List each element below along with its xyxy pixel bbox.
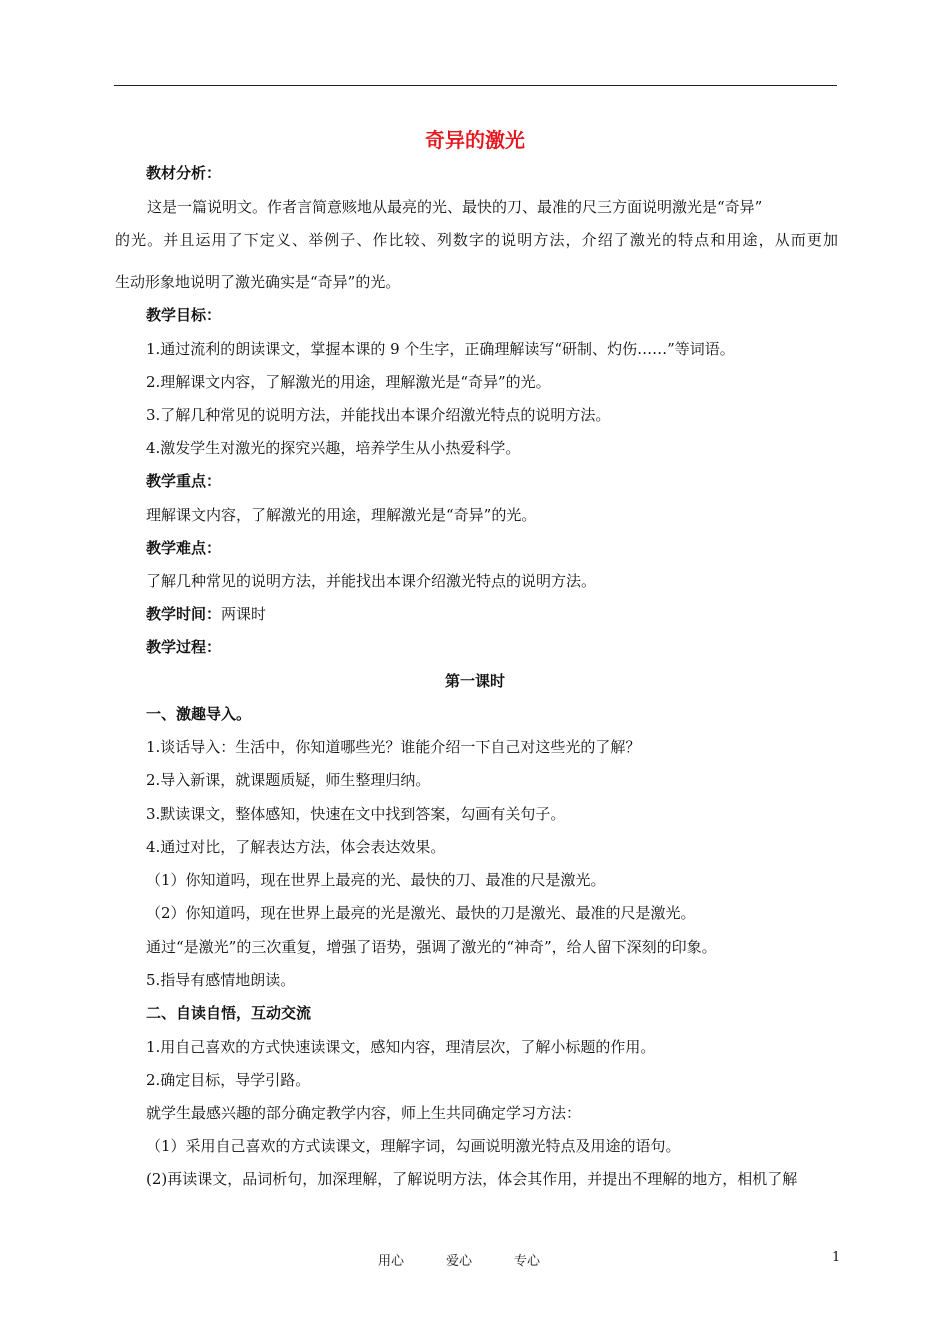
teaching-time-label: 教学时间： [146, 605, 222, 623]
footer-word-1: 用心 [378, 1254, 405, 1269]
part-2-item-2-sub-1: （1）采用自己喜欢的方式读课文，理解字词，勾画说明激光特点及用途的语句。 [146, 1137, 681, 1155]
analysis-line-3: 生动形象地说明了激光确实是“奇异”的光。 [115, 273, 401, 291]
part-2-item-2: 2.确定目标，导学引路。 [146, 1071, 311, 1089]
difficult-points-text: 了解几种常见的说明方法，并能找出本课介绍激光特点的说明方法。 [146, 572, 597, 590]
goal-item-4: 4.激发学生对激光的探究兴趣，培养学生从小热爱科学。 [146, 439, 521, 457]
footer-motto [378, 1250, 582, 1269]
part-1-item-4-note: 通过“是激光”的三次重复，增强了语势，强调了激光的“神奇”，给人留下深刻的印象。 [146, 938, 717, 956]
difficult-points-heading: 教学难点： [146, 539, 222, 557]
teaching-time-value: 两课时 [221, 605, 267, 623]
goal-item-2: 2.理解课文内容，了解激光的用途，理解激光是“奇异”的光。 [146, 373, 551, 391]
part-1-item-4: 4.通过对比，了解表达方法，体会表达效果。 [146, 838, 446, 856]
part-2-item-1: 1.用自己喜欢的方式快速读课文，感知内容，理清层次，了解小标题的作用。 [146, 1038, 656, 1056]
analysis-line-1: 这是一篇说明文。作者言简意赅地从最亮的光、最快的刀、最准的尺三方面说明激光是“奇异” [147, 198, 763, 216]
key-points-heading: 教学重点： [146, 472, 222, 490]
part-2-item-2-sub-2: (2)再读课文，品词析句，加深理解，了解说明方法，体会其作用，并提出不理解的地方，相机了解 [146, 1170, 798, 1188]
footer-word-2: 爱心 [446, 1254, 473, 1269]
process-heading: 教学过程： [146, 638, 222, 656]
footer-word-3: 专心 [514, 1254, 541, 1269]
analysis-line-2: 的光。并且运用了下定义、举例子、作比较、列数字的说明方法，介绍了激光的特点和用途，从而更加 [115, 231, 838, 249]
page-number: 1 [832, 1250, 841, 1265]
part-2-item-2-note: 就学生最感兴趣的部分确定教学内容，师上生共同确定学习方法： [146, 1104, 582, 1122]
goal-item-1: 1.通过流利的朗读课文，掌握本课的 9 个生字，正确理解读写“研制、灼伤……”等词语。 [146, 340, 735, 358]
part-1-item-3: 3.默读课文，整体感知，快速在文中找到答案，勾画有关句子。 [146, 805, 566, 823]
goals-heading: 教学目标： [146, 306, 222, 324]
lesson-heading: 第一课时 [444, 672, 505, 690]
part-1-heading: 一、激趣导入。 [146, 705, 252, 723]
header-rule [114, 85, 837, 86]
teaching-time [146, 604, 266, 624]
part-1-item-4-sub-2: （2）你知道吗，现在世界上最亮的光是激光、最快的刀是激光、最准的尺是激光。 [146, 904, 696, 922]
key-points-text: 理解课文内容，了解激光的用途，理解激光是“奇异”的光。 [146, 506, 537, 524]
part-1-item-2: 2.导入新课，就课题质疑，师生整理归纳。 [146, 771, 431, 789]
part-1-item-4-sub-1: （1）你知道吗，现在世界上最亮的光、最快的刀、最准的尺是激光。 [146, 871, 606, 889]
part-1-item-5: 5.指导有感情地朗读。 [146, 971, 296, 989]
page-title: 奇异的激光 [425, 128, 525, 152]
goal-item-3: 3.了解几种常见的说明方法，并能找出本课介绍激光特点的说明方法。 [146, 406, 611, 424]
analysis-heading: 教材分析： [146, 164, 222, 182]
part-2-heading: 二、自读自悟，互动交流 [146, 1004, 312, 1022]
part-1-item-1: 1.谈话导入：生活中，你知道哪些光？谁能介绍一下自己对这些光的了解？ [146, 738, 641, 756]
